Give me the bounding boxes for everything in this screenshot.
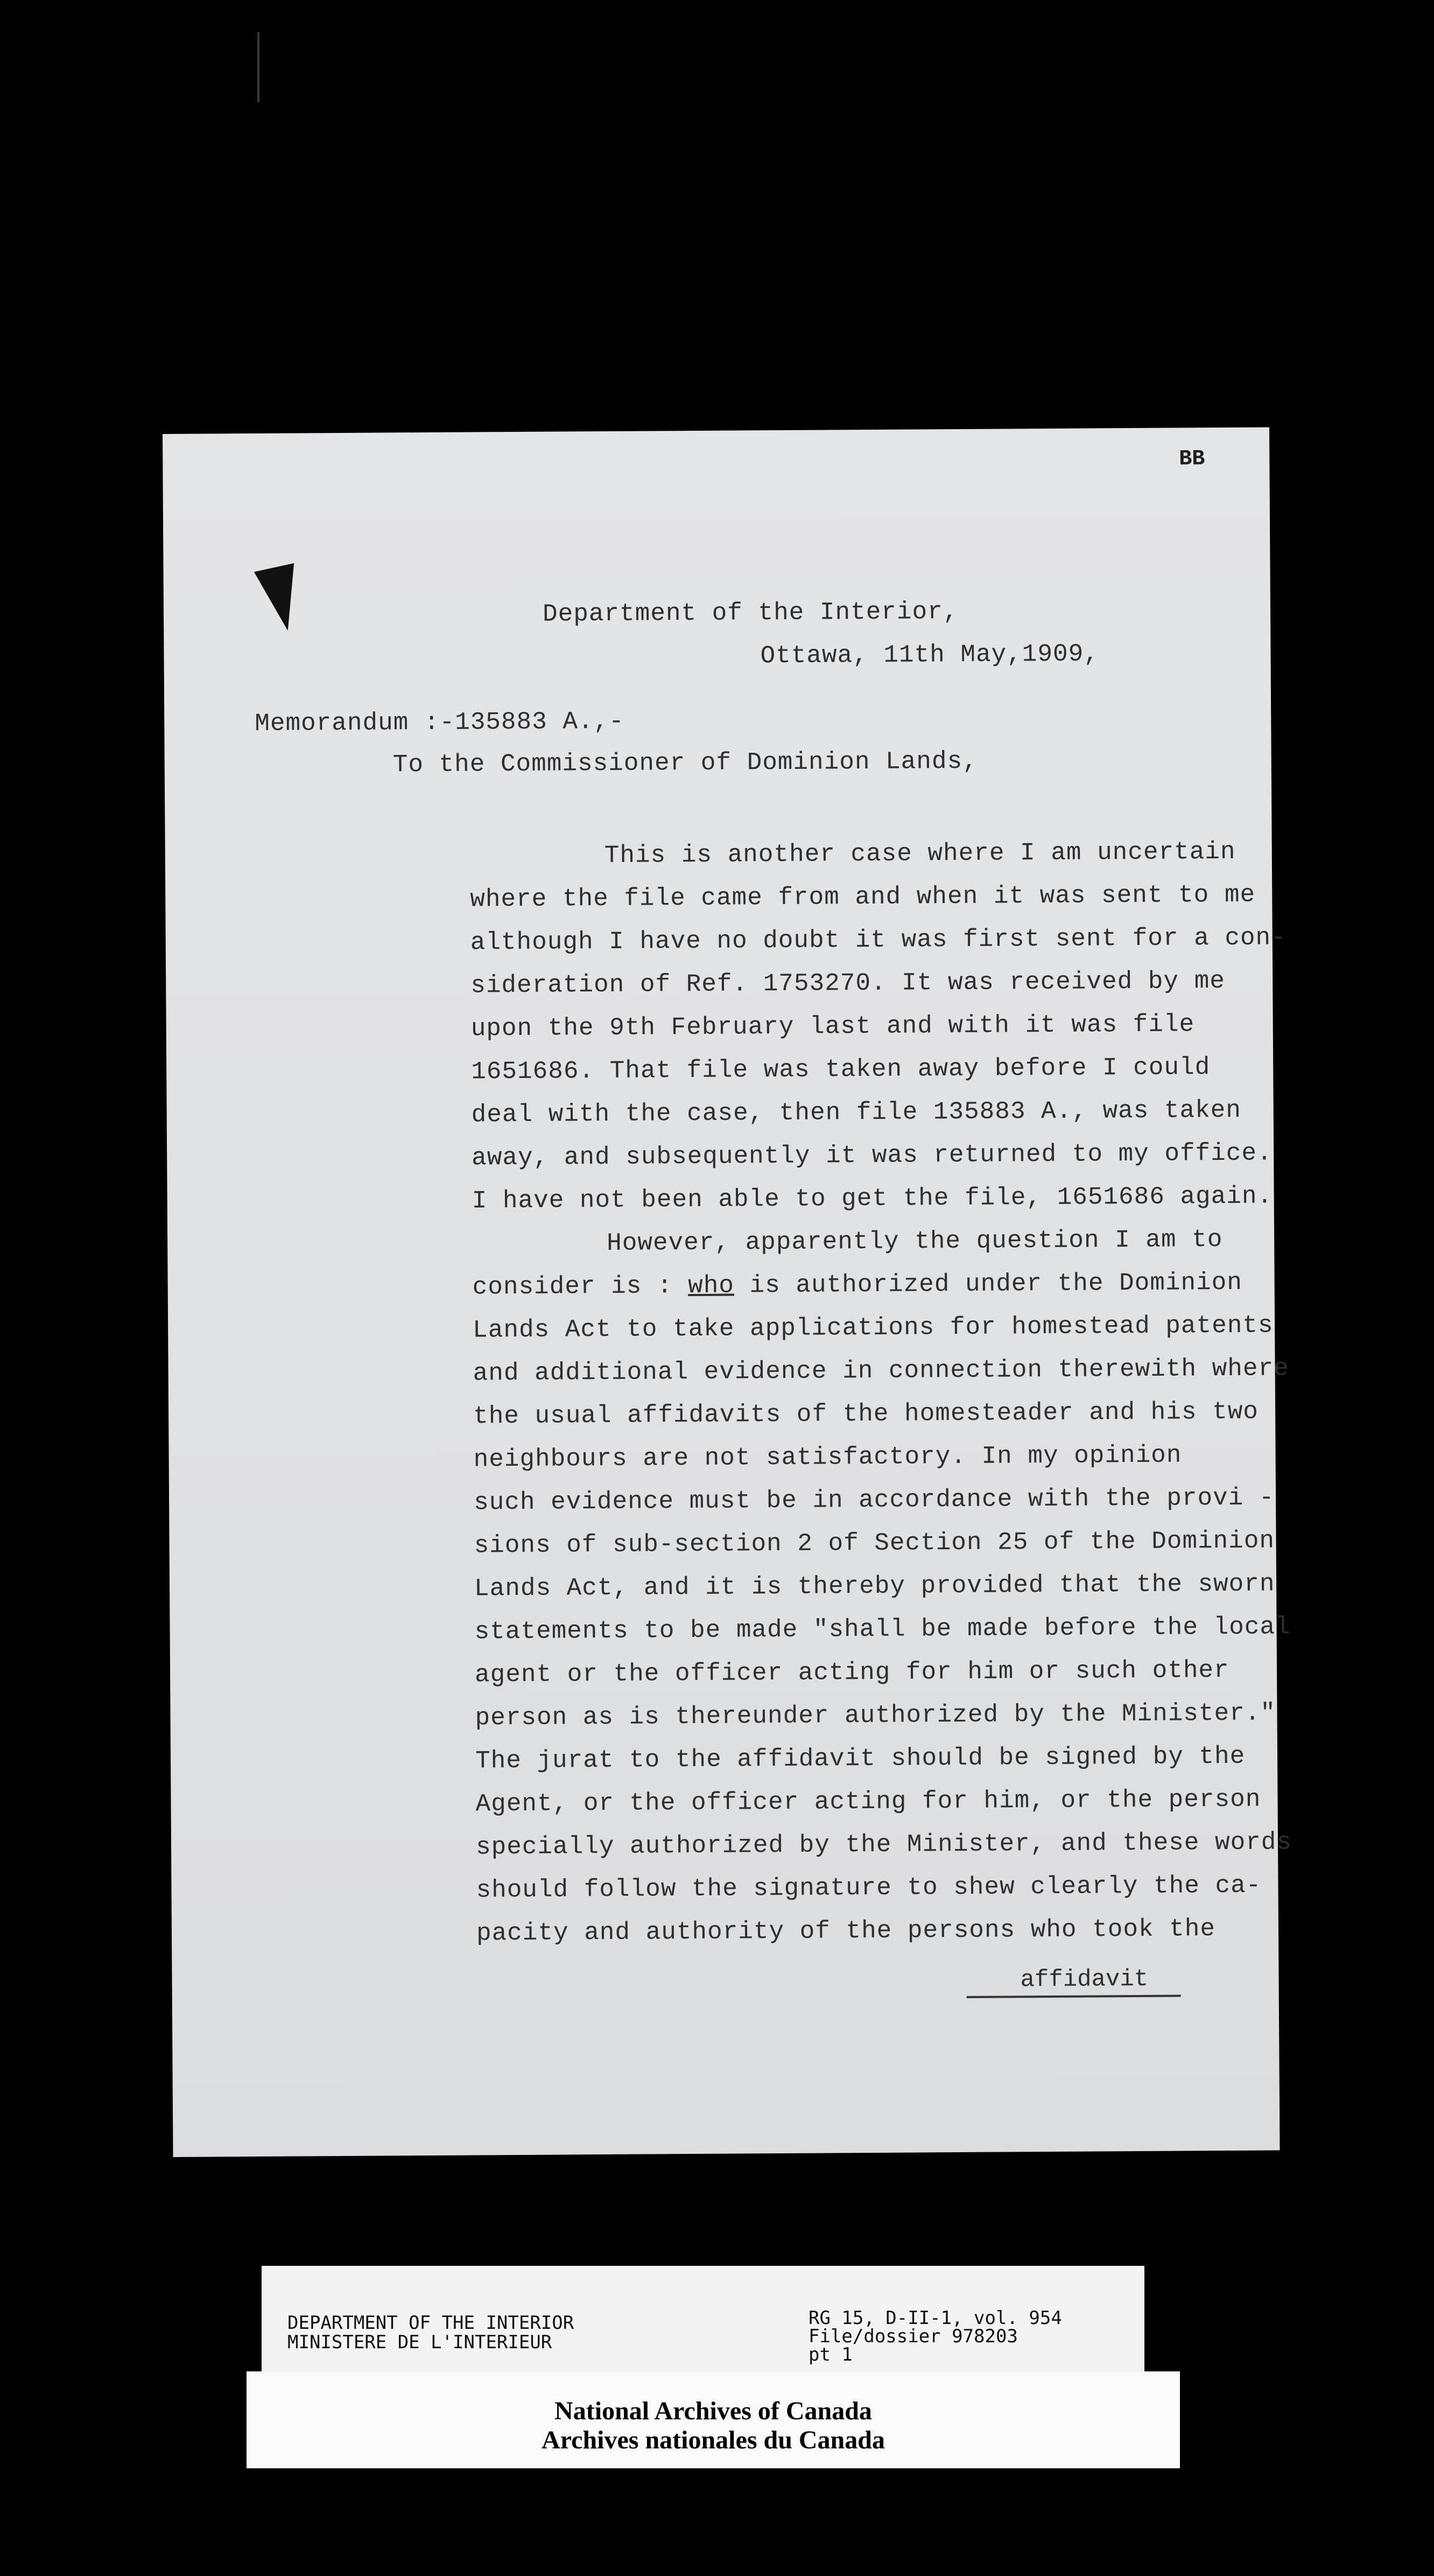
header-place-date: Ottawa, 11th May,1909, — [760, 640, 1099, 670]
archive-label — [262, 2266, 1144, 2378]
scan-edge-mark — [257, 32, 259, 102]
body-line: away, and subsequently it was returned to my office. — [472, 1139, 1273, 1172]
body-line: Lands Act to take applications for homestead patents — [473, 1311, 1274, 1345]
continuation-word: affidavit — [966, 1966, 1180, 1998]
body-text: is authorized under the Dominion — [734, 1268, 1243, 1300]
body-line: such evidence must be in accordance with the provi - — [473, 1483, 1275, 1517]
label-ref-part: pt 1 — [809, 2344, 853, 2365]
header-department: Department of the Interior, — [542, 597, 959, 628]
punch-hole-mark — [254, 563, 308, 635]
body-line: statements to be made "shall be made before the local — [474, 1613, 1291, 1646]
body-line: pacity and authority of the persons who took the — [476, 1915, 1216, 1948]
label-department — [287, 2313, 574, 2352]
memo-reference: Memorandum :-135883 A.,- — [255, 707, 624, 738]
document-page — [163, 427, 1292, 2157]
body-line: sideration of Ref. 1753270. It was received by me — [470, 967, 1226, 1000]
body-line: specially authorized by the Minister, and these words — [475, 1828, 1292, 1861]
body-line: upon the 9th February last and with it was file — [470, 1010, 1195, 1043]
underlined-word: who — [687, 1271, 735, 1300]
body-line — [472, 1261, 1243, 1309]
body-line: the usual affidavits of the homesteader and his two — [473, 1397, 1259, 1431]
body-line: deal with the case, then file 135883 A., was taken — [471, 1096, 1242, 1129]
memo-body — [470, 830, 1292, 1955]
body-line: This is another case where I am uncertain — [604, 837, 1236, 870]
label-reference — [809, 2309, 1062, 2364]
archives-name-fr: Archives nationales du Canada — [542, 2426, 885, 2454]
body-line: where the file came from and when it was sent to me — [470, 880, 1256, 914]
body-line: 1651686. That file was taken away before I could — [471, 1053, 1211, 1086]
body-line: neighbours are not satisfactory. In my opinion — [473, 1441, 1182, 1474]
body-line: However, apparently the question I am to — [607, 1225, 1223, 1257]
label-dept-fr: MINISTERE DE L'INTERIEUR — [287, 2332, 552, 2353]
body-line: person as is thereunder authorized by the Minister." — [475, 1699, 1276, 1732]
body-text: consider is : — [472, 1272, 688, 1301]
body-line: agent or the officer acting for him or such other — [474, 1656, 1229, 1689]
archives-name-en: National Archives of Canada — [554, 2397, 872, 2425]
body-line: sions of sub-section 2 of Section 25 of the Dominion — [474, 1527, 1275, 1560]
body-line: The jurat to the affidavit should be signed by the — [475, 1742, 1246, 1775]
corner-mark: BB — [1179, 447, 1205, 472]
label-ref-file: File/dossier 978203 — [809, 2326, 1018, 2347]
body-line: Lands Act, and it is thereby provided that the sworn — [474, 1570, 1275, 1603]
body-line: should follow the signature to shew clearly the ca- — [476, 1871, 1262, 1905]
body-line: although I have no doubt it was first sent for a con- — [470, 923, 1287, 957]
label-ref-volume: RG 15, D-II-1, vol. 954 — [809, 2307, 1062, 2329]
body-line: and additional evidence in connection therewith where — [473, 1354, 1289, 1388]
body-line: Agent, or the officer acting for him, or the person — [475, 1785, 1261, 1818]
label-dept-en: DEPARTMENT OF THE INTERIOR — [287, 2312, 574, 2334]
body-line: I have not been able to get the file, 1651686 again. — [472, 1182, 1273, 1215]
addressee: To the Commissioner of Dominion Lands, — [392, 747, 978, 779]
archives-banner — [247, 2371, 1180, 2468]
